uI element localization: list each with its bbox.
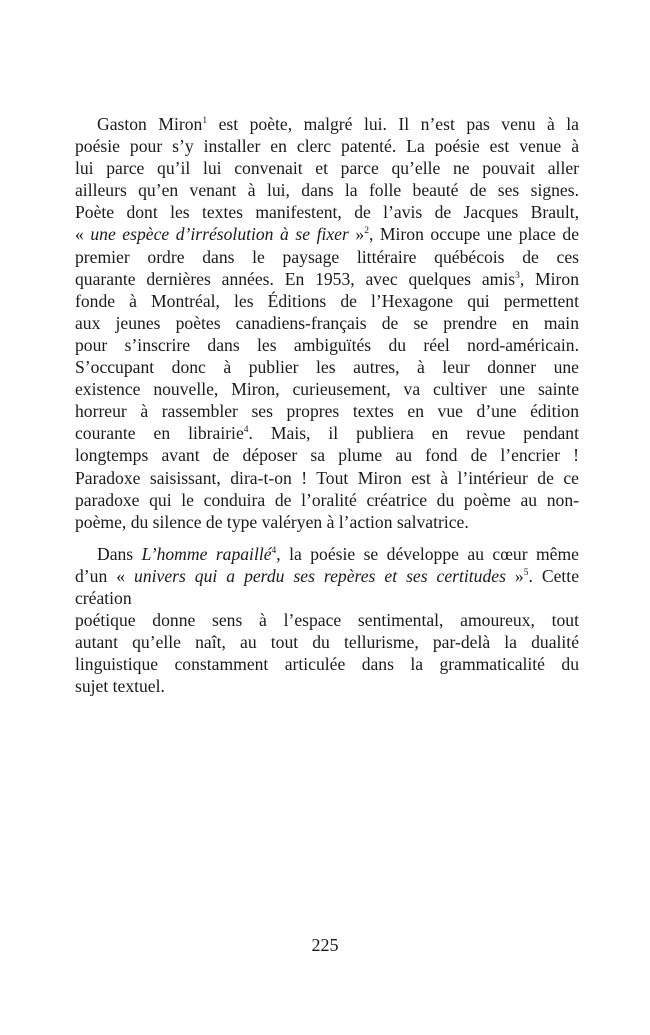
text-run: , Miron occupe une place de	[368, 224, 579, 245]
text-run: poésie pour s’y installer en clerc patenté. La poésie est venue à	[75, 136, 579, 157]
text-line	[75, 290, 579, 312]
text-run: quarante dernières années. En 1953, avec quelques amis	[75, 268, 516, 289]
text-line	[75, 201, 579, 223]
text-line	[75, 511, 579, 533]
text-line	[75, 444, 579, 466]
text-run: autant qu’elle naît, au tout du tellurisme, par-delà la dualité	[75, 632, 579, 653]
text-run: horreur à rassembler ses propres textes en vue d’une édition	[75, 401, 579, 422]
text-run: »	[348, 224, 365, 245]
text-run: . Mais, il publiera en revue pendant	[248, 423, 579, 444]
body-text	[75, 113, 579, 697]
text-line	[75, 489, 579, 511]
text-line	[75, 157, 579, 179]
paragraph	[75, 543, 579, 698]
text-line	[75, 312, 579, 334]
footnote-marker: 4	[243, 425, 249, 436]
footnote-marker: 3	[515, 270, 520, 281]
text-line	[75, 609, 579, 631]
text-line	[75, 179, 579, 201]
paragraph	[75, 113, 579, 533]
text-line	[75, 135, 579, 157]
text-line	[75, 565, 579, 609]
text-line	[75, 631, 579, 653]
text-run: aux jeunes poètes canadiens-français de se prendre en main	[75, 312, 579, 333]
text-run: , la poésie se développe au cœur même	[276, 543, 579, 564]
text-run: . Cette création	[75, 565, 579, 608]
text-line	[75, 422, 579, 444]
text-line	[75, 268, 579, 290]
page-number: 225	[311, 935, 339, 955]
text-run: sujet textuel.	[75, 676, 165, 697]
page-body	[75, 113, 579, 697]
text-run: »	[505, 565, 524, 586]
footnote-marker: 2	[364, 226, 369, 237]
text-run: S’occupant donc à publier les autres, à leur donner une	[75, 357, 579, 378]
text-run: ailleurs qu’en venant à lui, dans la folle beauté de ses signes.	[75, 180, 579, 201]
text-run: poétique donne sens à l’espace sentimental, amoureux, tout	[75, 610, 579, 631]
text-line	[75, 653, 579, 675]
text-run: linguistique constamment articulée dans la grammaticalité du	[75, 654, 579, 675]
text-run: lui parce qu’il lui convenait et parce qu’elle ne pouvait aller	[75, 158, 579, 179]
text-run: d’un «	[75, 565, 135, 586]
text-run: pour s’inscrire dans les ambiguïtés du réel nord-américain.	[75, 334, 579, 355]
text-run: poème, du silence de type valéryen à l’action salvatrice.	[75, 511, 469, 532]
text-line	[75, 675, 579, 697]
text-run: , Miron	[519, 268, 579, 289]
text-line	[75, 356, 579, 378]
text-run: Gaston Miron	[97, 114, 203, 134]
text-run: fonde à Montréal, les Éditions de l’Hexagone qui permettent	[75, 290, 579, 311]
text-run: courante en librairie	[75, 423, 244, 444]
footnote-marker: 1	[202, 116, 208, 126]
text-run: Poète dont les textes manifestent, de l’avis de Jacques Brault,	[75, 202, 579, 223]
footnote-marker: 4	[271, 545, 277, 556]
text-line	[75, 543, 579, 565]
text-run: paradoxe qui le conduira de l’oralité créatrice du poème au non-	[75, 489, 579, 510]
text-line	[75, 467, 579, 489]
text-run: longtemps avant de déposer sa plume au fond de l’encrier !	[75, 445, 579, 466]
text-line	[75, 223, 579, 245]
footnote-marker: 5	[523, 567, 529, 578]
italic-quote: une espèce d’irrésolution à se fixer	[90, 224, 349, 245]
text-line	[75, 334, 579, 356]
text-run: premier ordre dans le paysage littéraire québécois de ces	[75, 246, 579, 267]
text-run: existence nouvelle, Miron, curieusement, va cultiver une sainte	[75, 379, 579, 400]
text-run: «	[75, 224, 91, 245]
text-run: Paradoxe saisissant, dira-t-on ! Tout Miron est à l’intérieur de ce	[75, 467, 579, 488]
text-line	[75, 378, 579, 400]
text-line	[75, 113, 579, 135]
text-run: est poète, malgré lui. Il n’est pas venu à la	[207, 114, 579, 134]
text-line	[75, 400, 579, 422]
italic-quote: L’homme rapaillé	[141, 543, 272, 564]
text-run: Dans	[97, 543, 142, 564]
text-line	[75, 246, 579, 268]
italic-quote: univers qui a perdu ses repères et ses certitudes	[134, 565, 506, 586]
